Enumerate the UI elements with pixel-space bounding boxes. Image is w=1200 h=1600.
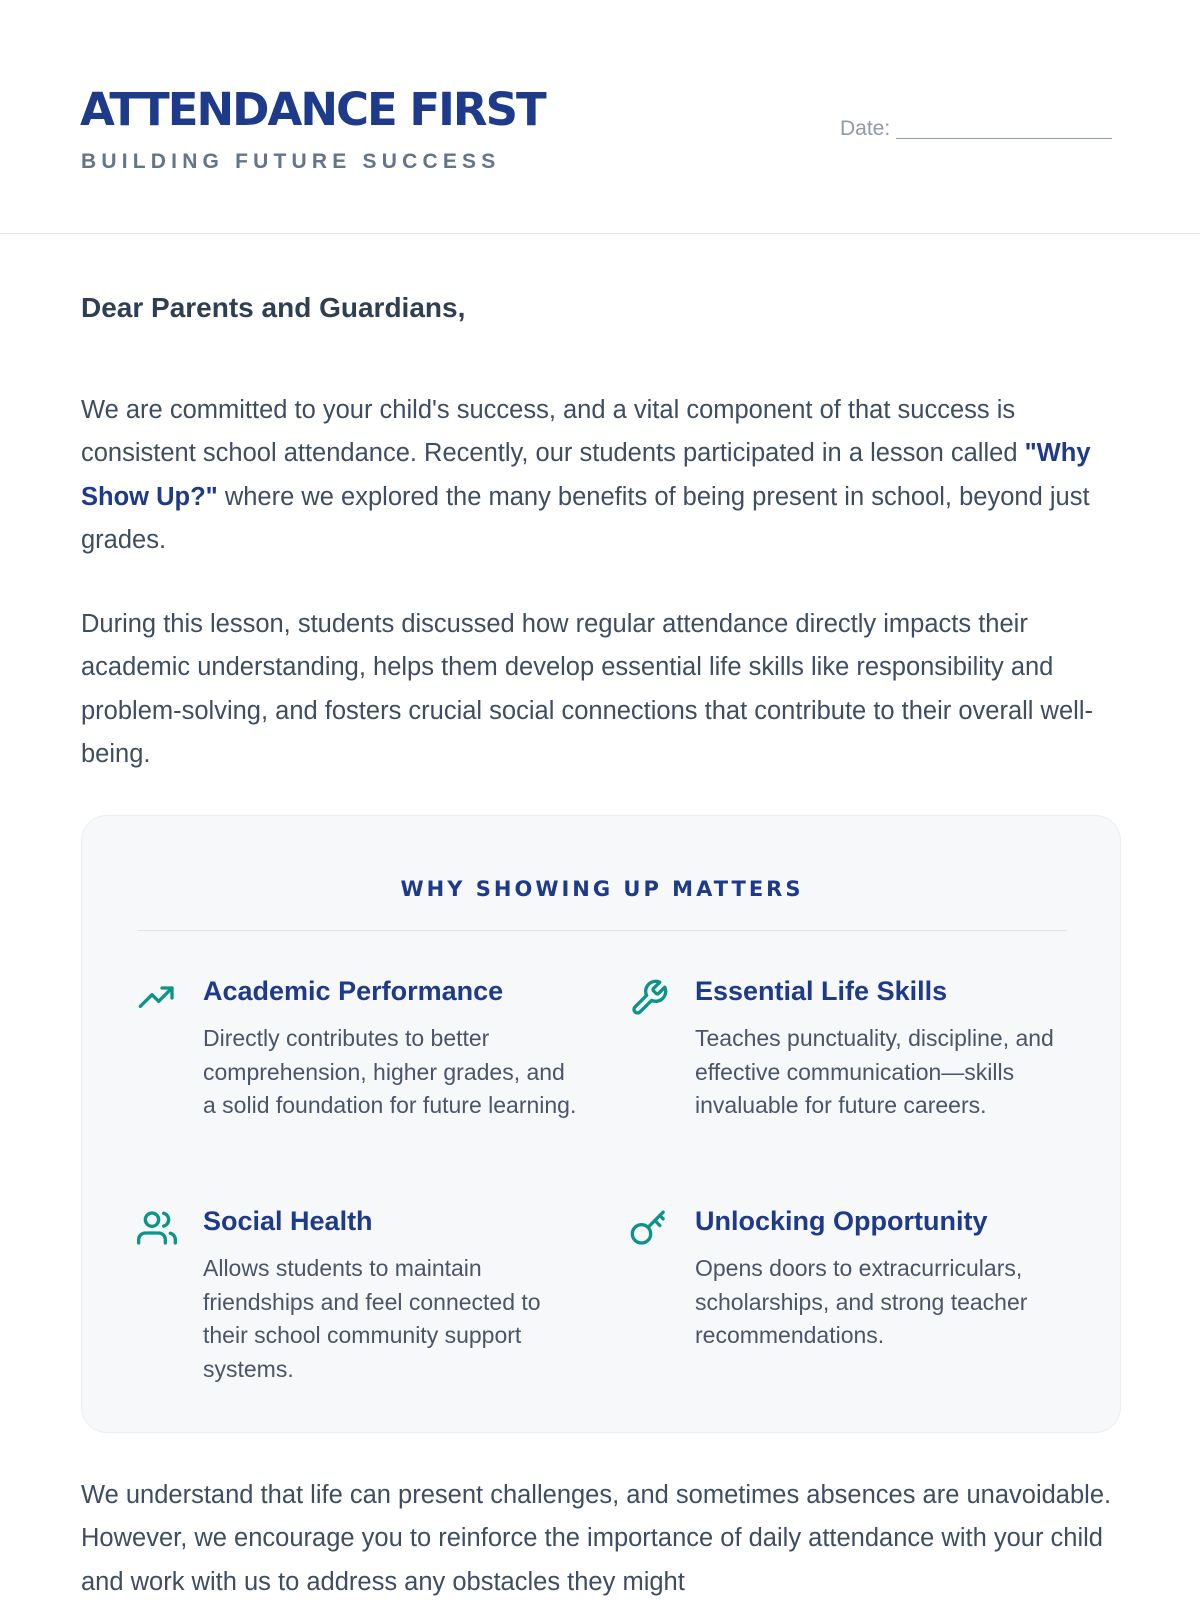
benefits-card (81, 815, 1121, 1433)
intro-text-before: We are committed to your child's success, and a vital component of that success is consistent school attendance. Recently, our students participated in a lesson called (81, 396, 1025, 468)
intro-text-after: where we explored the many benefits of being present in school, beyond just grades. (81, 482, 1090, 554)
users-icon (137, 1208, 177, 1248)
benefit-description: Directly contributes to better comprehension, higher grades, and a solid foundation for future learning. (203, 1025, 577, 1118)
date-blank-line (896, 138, 1112, 139)
intro-paragraph (81, 389, 1126, 562)
benefits-title: WHY SHOWING UP MATTERS (400, 877, 804, 901)
date-label: Date: (840, 117, 891, 140)
date-field (840, 117, 1112, 141)
benefit-title: Essential Life Skills (695, 976, 948, 1006)
page-subtitle: BUILDING FUTURE SUCCESS (81, 150, 501, 173)
lesson-name: "Why Show Up?" (81, 439, 1091, 511)
benefit-description: Teaches punctuality, discipline, and effective communication—skills invaluable for future careers. (695, 1025, 1054, 1118)
benefit-title: Academic Performance (203, 976, 504, 1006)
benefit-title: Social Health (203, 1206, 373, 1236)
wrench-icon (629, 978, 669, 1018)
salutation: Dear Parents and Guardians, (81, 292, 466, 323)
closing-paragraph: We understand that life can present challenges, and sometimes absences are unavoidable. However, we encourage you to reinforce the importance of daily attendance with your child and work with us to address any obstacles they might (81, 1481, 1112, 1596)
benefit-description: Opens doors to extracurriculars, scholarships, and strong teacher recommendations. (695, 1255, 1028, 1348)
key-icon (629, 1208, 669, 1248)
letter-header (0, 0, 1200, 234)
benefit-description: Allows students to maintain friendships and feel connected to their school community support systems. (203, 1255, 541, 1382)
benefits-divider (137, 930, 1067, 931)
page-title: ATTENDANCE FIRST (80, 83, 545, 136)
trending-up-icon (137, 978, 177, 1018)
benefit-title: Unlocking Opportunity (695, 1206, 988, 1236)
lesson-paragraph: During this lesson, students discussed how regular attendance directly impacts their academic understanding, helps them develop essential life skills like responsibility and problem-solving, and fosters crucial social connections that contribute to their overall well-being. (81, 610, 1093, 768)
